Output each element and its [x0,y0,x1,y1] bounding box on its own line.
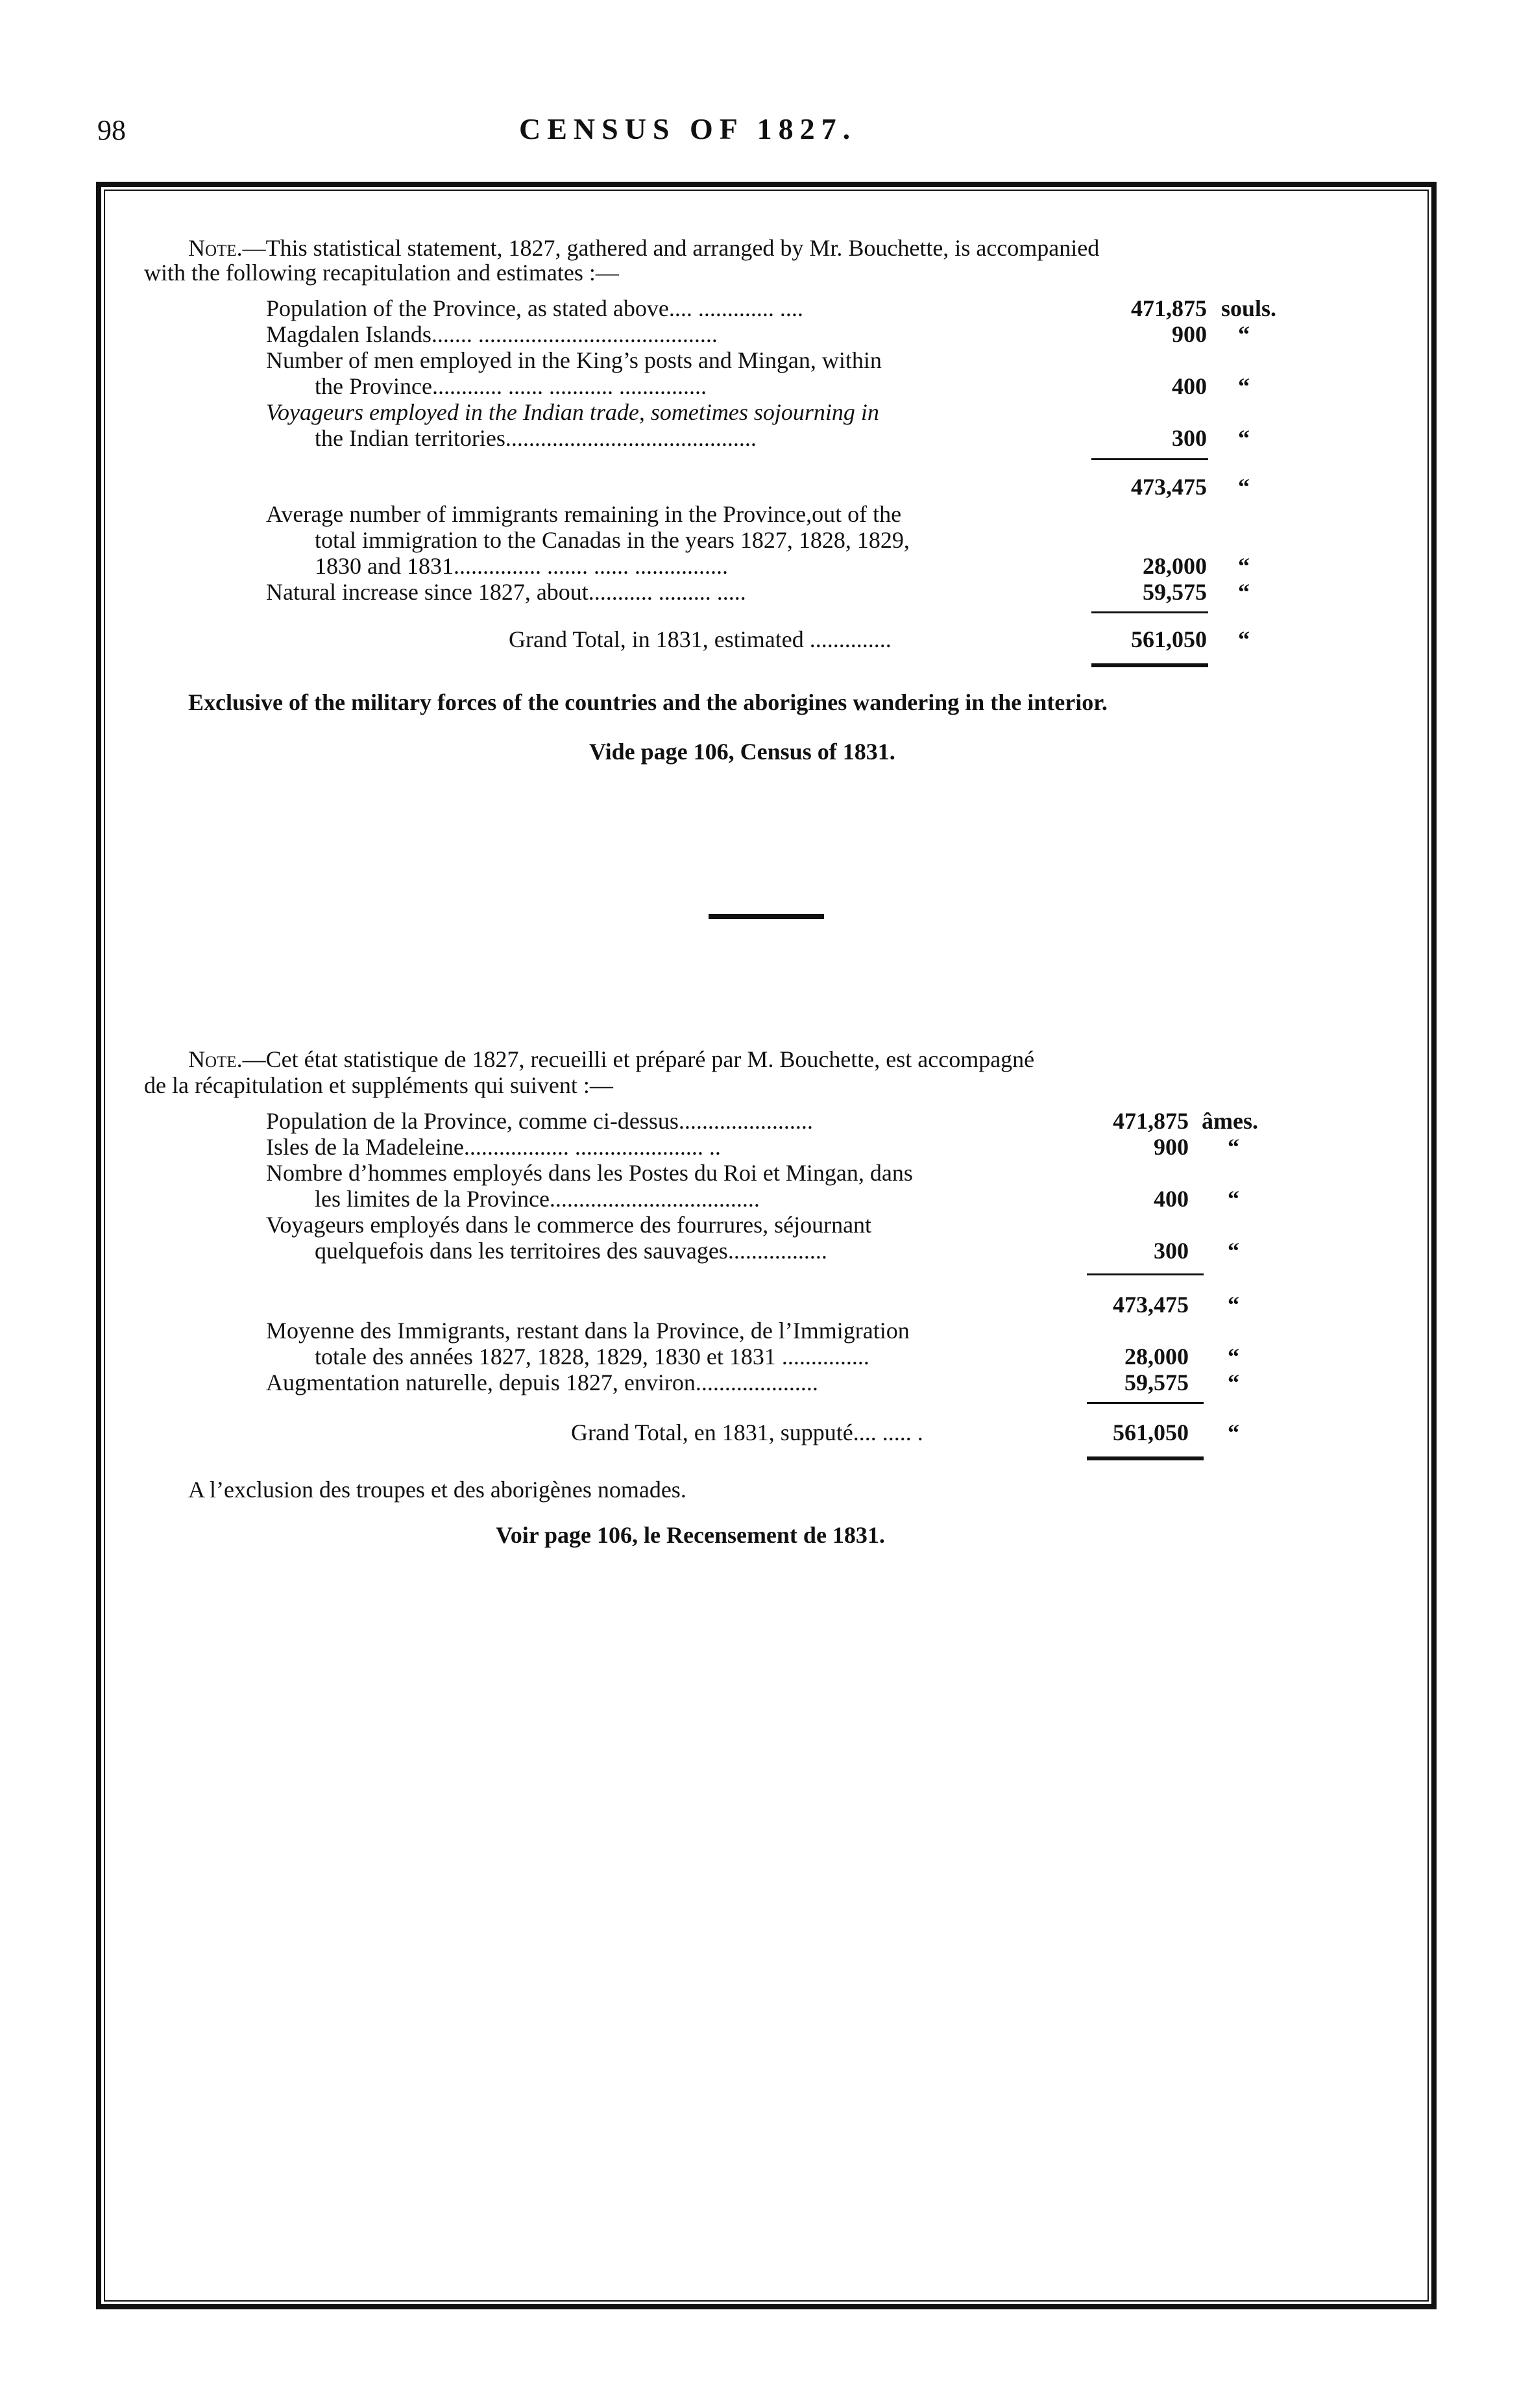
fr-unit-immigrants: “ [1228,1344,1239,1370]
fr-row-madeleine: Isles de la Madeleine.................. ...................... .. [266,1134,721,1160]
fr-row-voyageurs: Voyageurs employés dans le commerce des fourrures, séjournant [266,1212,872,1238]
section-separator [709,914,824,919]
en-value-voyageurs: 300 [1172,425,1207,451]
french-note-line1: Note.—Cet état statistique de 1827, recueilli et préparé par M. Bouchette, est accompagné [188,1046,1035,1072]
french-note-line2: de la récapitulation et suppléments qui suivent :— [144,1072,613,1098]
en-grand-double-rule [1091,663,1208,667]
running-title: CENSUS OF 1827. [519,112,857,145]
en-row-voyageurs-cont: the Indian territories........................................... [315,425,757,451]
fr-row-immigrants-cont: totale des années 1827, 1828, 1829, 1830 et 1831 ............... [315,1344,869,1370]
english-exclusive-note: Exclusive of the military forces of the countries and the aborigines wandering in the interior. [188,689,1108,715]
en-unit-magdalen: “ [1238,321,1250,347]
page-number: 98 [97,114,126,146]
fr-value-immigrants: 28,000 [1124,1344,1189,1370]
english-note-line1: Note.—This statistical statement, 1827, gathered and arranged by Mr. Bouchette, is accompanied [188,235,1100,261]
en-value-subtotal: 473,475 [1131,474,1207,500]
en-subtotal-rule [1091,458,1208,460]
en-value-natural: 59,575 [1143,579,1207,605]
en-row-kings-posts-cont: the Province............ ...... ........... ............... [315,373,707,399]
fr-unit-postes: “ [1228,1186,1239,1212]
en-unit-kings-posts: “ [1238,373,1250,399]
en-grand-rule [1091,611,1208,613]
en-row-immigrants-cont1: total immigration to the Canadas in the years 1827, 1828, 1829, [315,527,910,553]
en-unit-subtotal: “ [1238,474,1250,500]
en-unit-immigrants: “ [1238,553,1250,579]
en-value-kings-posts: 400 [1172,373,1207,399]
en-row-voyageurs: Voyageurs employed in the Indian trade, sometimes sojourning in [266,399,879,425]
fr-value-grand-total: 561,050 [1113,1419,1189,1445]
en-value-magdalen: 900 [1172,321,1207,347]
fr-grand-rule [1087,1402,1204,1404]
fr-value-voyageurs: 300 [1154,1238,1189,1264]
fr-value-postes: 400 [1154,1186,1189,1212]
en-row-immigrants-cont2: 1830 and 1831............... ....... ...... ................ [315,553,728,579]
en-row-magdalen: Magdalen Islands....... ......................................... [266,321,718,347]
fr-row-natural: Augmentation naturelle, depuis 1827, environ..................... [266,1370,818,1395]
english-note-line2: with the following recapitulation and estimates :— [144,260,619,286]
fr-value-madeleine: 900 [1154,1134,1189,1160]
fr-value-subtotal: 473,475 [1113,1292,1189,1318]
french-exclusive-note: A l’exclusion des troupes et des aborigènes nomades. [188,1477,686,1503]
en-value-grand-total: 561,050 [1131,626,1207,652]
en-row-immigrants: Average number of immigrants remaining in the Province,out of the [266,501,902,527]
en-unit-grand-total: “ [1238,626,1250,652]
fr-subtotal-rule [1087,1273,1204,1275]
en-value-population: 471,875 [1131,295,1207,321]
fr-unit-population: âmes. [1202,1108,1258,1134]
en-unit-population: souls. [1221,295,1277,321]
fr-unit-subtotal: “ [1228,1292,1239,1318]
fr-value-natural: 59,575 [1124,1370,1189,1395]
fr-unit-voyageurs: “ [1228,1238,1239,1264]
en-row-grand-total: Grand Total, in 1831, estimated .............. [509,626,892,652]
en-value-immigrants: 28,000 [1143,553,1207,579]
fr-value-population: 471,875 [1113,1108,1189,1134]
fr-row-postes: Nombre d’hommes employés dans les Postes du Roi et Mingan, dans [266,1160,913,1186]
fr-row-postes-cont: les limites de la Province.................................... [315,1186,760,1212]
french-voir-note: Voir page 106, le Recensement de 1831. [496,1522,885,1548]
english-vide-note: Vide page 106, Census of 1831. [589,739,895,765]
fr-row-population: Population de la Province, comme ci-dessus....................... [266,1108,813,1134]
en-row-kings-posts: Number of men employed in the King’s posts and Mingan, within [266,347,882,373]
fr-row-grand-total: Grand Total, en 1831, supputé.... ..... . [571,1419,923,1445]
fr-unit-natural: “ [1228,1370,1239,1395]
fr-row-voyageurs-cont: quelquefois dans les territoires des sauvages................. [315,1238,827,1264]
en-unit-natural: “ [1238,579,1250,605]
fr-grand-double-rule [1087,1456,1204,1460]
fr-unit-grand-total: “ [1228,1419,1239,1445]
en-row-natural: Natural increase since 1827, about........... ......... ..... [266,579,746,605]
en-unit-voyageurs: “ [1238,425,1250,451]
fr-unit-madeleine: “ [1228,1134,1239,1160]
fr-row-immigrants: Moyenne des Immigrants, restant dans la Province, de l’Immigration [266,1318,910,1344]
en-row-population: Population of the Province, as stated above.... ............. .... [266,295,803,321]
